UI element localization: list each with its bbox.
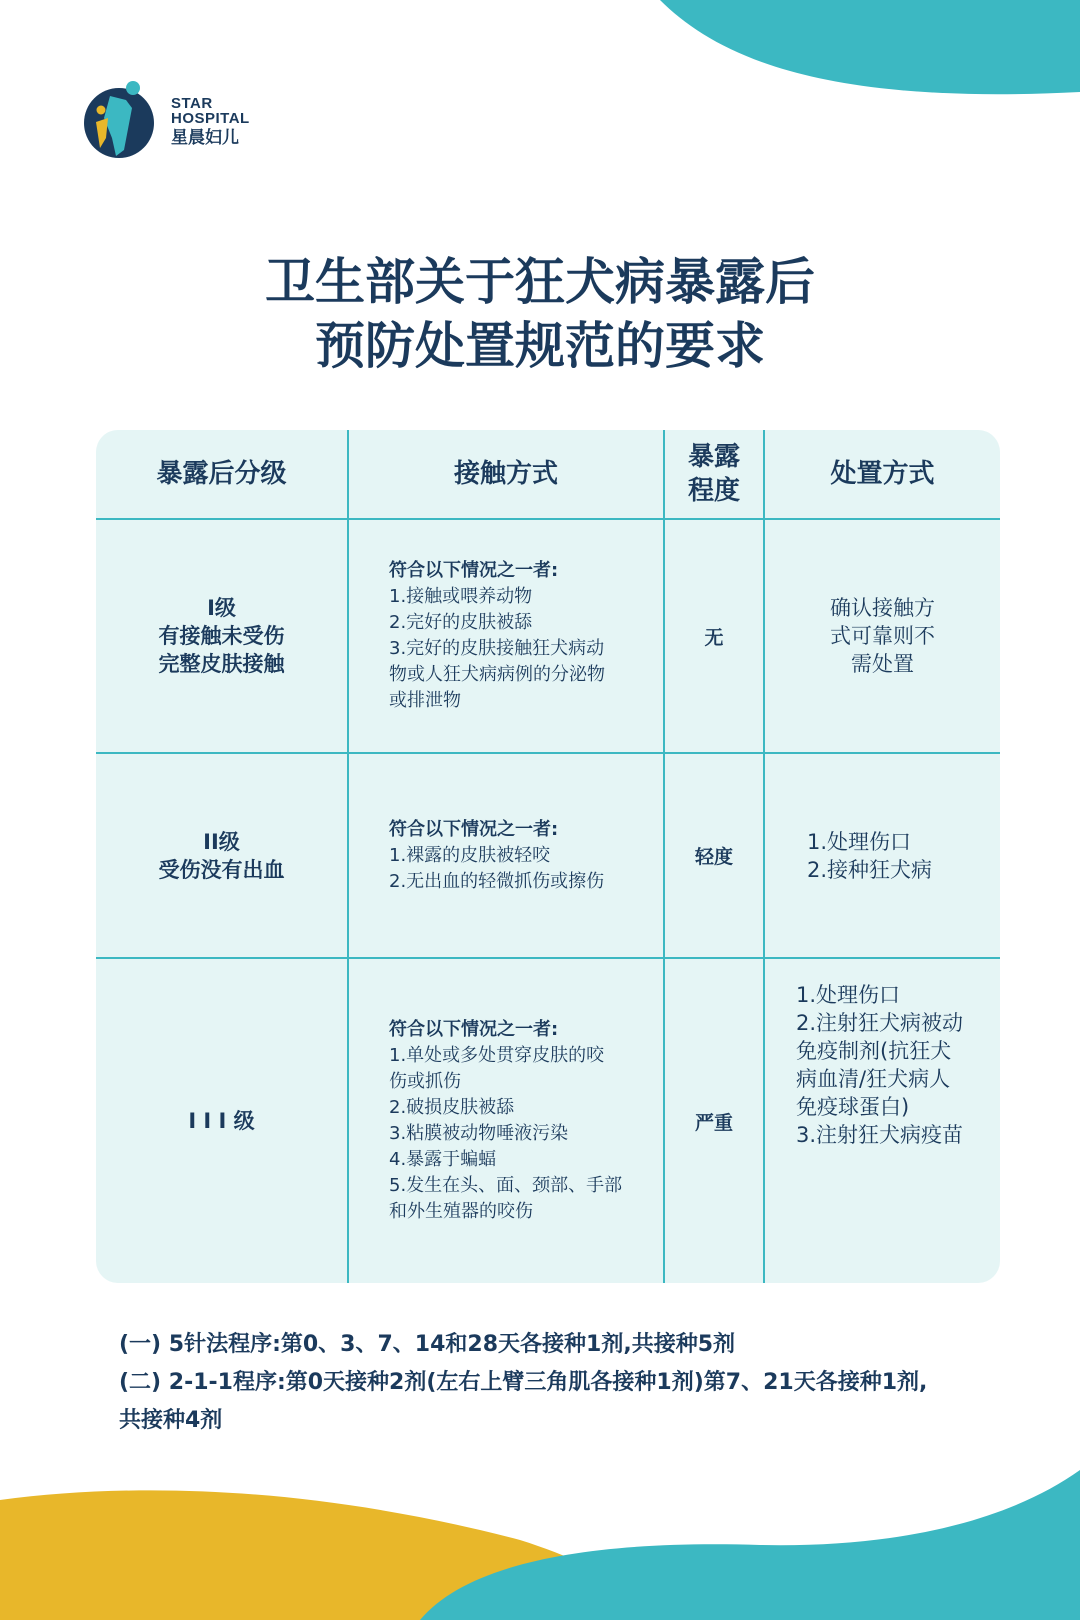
grade-line: 有接触未受伤 [158, 624, 285, 648]
treatment-line: 式可靠则不 [830, 624, 935, 648]
table-row-2-contact [349, 754, 663, 957]
table-row-1-treatment [765, 520, 1000, 752]
header-treatment-label: 处置方式 [830, 459, 935, 489]
top-right-teal-wave [660, 0, 1080, 94]
degree-value: 严重 [694, 1111, 733, 1134]
grade-line: I级 [207, 596, 236, 620]
contact-line: 3.完好的皮肤接触狂犬病动 [389, 638, 605, 659]
header-grade-label: 暴露后分级 [156, 459, 287, 489]
treatment-line: 2.注射狂犬病被动 [796, 1011, 964, 1035]
contact-line: 物或人狂犬病病例的分泌物 [389, 664, 605, 685]
logo-text [171, 96, 250, 149]
page-title [0, 250, 1080, 378]
degree-value: 轻度 [694, 846, 733, 868]
contact-line: 和外生殖器的咬伤 [389, 1201, 533, 1222]
treatment-line: 免疫制剂(抗狂犬 [796, 1039, 952, 1063]
table-row-3-treatment [765, 959, 1000, 1283]
table-row-3-grade [96, 959, 347, 1283]
treatment-line: 病血清/狂犬病人 [796, 1067, 951, 1091]
contact-line: 2.破损皮肤被舔 [389, 1097, 515, 1118]
contact-line: 1.接触或喂养动物 [389, 586, 533, 607]
title-line-2: 预防处置规范的要求 [315, 317, 765, 375]
contact-heading: 符合以下情况之一者: [389, 818, 559, 840]
treatment-line: 3.注射狂犬病疫苗 [796, 1123, 964, 1147]
header-treatment [765, 430, 1000, 518]
table-row-1-degree [665, 520, 763, 752]
logo-line-hospital: HOSPITAL [171, 110, 250, 127]
exposure-table [96, 430, 1000, 1283]
note-line: (一) 5针法程序:第0、3、7、14和28天各接种1剂,共接种5剂 [119, 1332, 736, 1357]
logo-chinese-name: 星晨妇儿 [171, 128, 239, 148]
star-hospital-logo-icon [82, 78, 162, 162]
contact-heading: 符合以下情况之一者: [389, 1019, 559, 1040]
treatment-line: 需处置 [851, 652, 914, 676]
title-line-1: 卫生部关于狂犬病暴露后 [265, 253, 815, 311]
contact-heading: 符合以下情况之一者: [389, 560, 559, 581]
treatment-line: 1.处理伤口 [807, 829, 912, 854]
table-row-3-degree [665, 959, 763, 1283]
table-row-2-grade [96, 754, 347, 957]
logo-line-star: STAR [171, 95, 213, 112]
treatment-line: 1.处理伤口 [796, 983, 901, 1007]
contact-line: 2.完好的皮肤被舔 [389, 612, 533, 633]
grade-line: 完整皮肤接触 [158, 652, 285, 676]
table-row-2-treatment [765, 754, 1000, 957]
header-contact [349, 430, 663, 518]
treatment-line: 免疫球蛋白) [796, 1095, 910, 1119]
note-line: 共接种4剂 [119, 1408, 223, 1433]
header-grade [96, 430, 347, 518]
table-row-3-contact [349, 959, 663, 1283]
contact-line: 5.发生在头、面、颈部、手部 [389, 1175, 623, 1196]
hospital-logo [82, 78, 302, 162]
contact-line: 伤或抓伤 [389, 1071, 461, 1092]
header-degree-label-2: 程度 [687, 476, 740, 506]
contact-list [389, 558, 605, 714]
contact-list [389, 817, 604, 895]
vaccination-notes [119, 1326, 1019, 1440]
treatment-line: 2.接种狂犬病 [807, 857, 933, 882]
contact-line: 或排泄物 [389, 690, 461, 711]
degree-value: 无 [704, 626, 724, 649]
grade-line: I I I 级 [188, 1109, 255, 1133]
contact-line: 3.粘膜被动物唾液污染 [389, 1123, 569, 1144]
note-line: (二) 2-1-1程序:第0天接种2剂(左右上臂三角肌各接种1剂)第7、21天各接种1剂, [119, 1370, 928, 1395]
contact-line: 1.裸露的皮肤被轻咬 [389, 844, 551, 866]
grade-line: II级 [203, 829, 240, 854]
contact-list [389, 1017, 622, 1225]
contact-line: 1.单处或多处贯穿皮肤的咬 [389, 1045, 605, 1066]
contact-line: 2.无出血的轻微抓伤或擦伤 [389, 870, 605, 892]
header-contact-label: 接触方式 [453, 459, 558, 489]
contact-line: 4.暴露于蝙蝠 [389, 1149, 497, 1170]
treatment-line: 确认接触方 [830, 596, 935, 620]
table-row-2-degree [665, 754, 763, 957]
table-row-1-grade [96, 520, 347, 752]
header-degree [665, 430, 763, 518]
header-degree-label-1: 暴露 [687, 442, 740, 472]
grade-line: 受伤没有出血 [158, 857, 285, 882]
table-row-1-contact [349, 520, 663, 752]
